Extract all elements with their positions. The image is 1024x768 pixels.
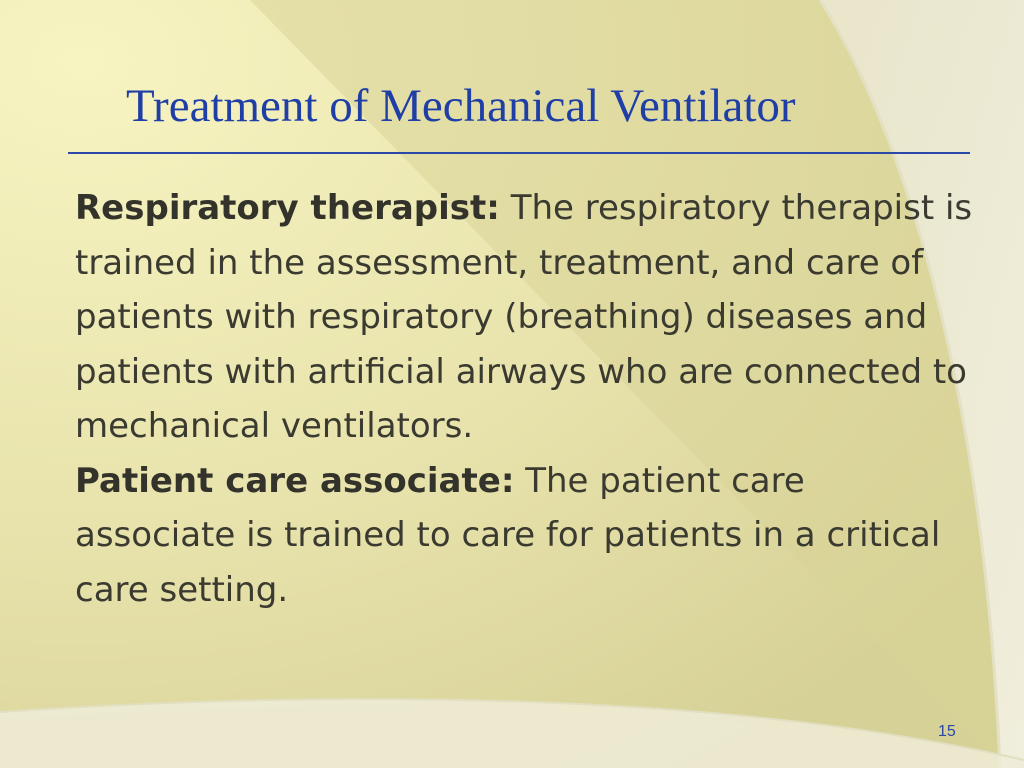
page-number: 15 xyxy=(938,723,956,740)
paragraph-respiratory-therapist xyxy=(75,181,975,454)
definition-respiratory-therapist: The respiratory therapist is trained in the assessment, treatment, and care of patients with respiratory (breathing) diseases and patients with artificial airways who are connected to mechanical ventilators. xyxy=(75,188,973,446)
slide-body xyxy=(75,181,975,617)
term-patient-care-associate: Patient care associate: xyxy=(75,460,515,501)
definition-patient-care-associate: The patient care associate is trained to care for patients in a critical care setting. xyxy=(75,460,941,610)
term-respiratory-therapist: Respiratory therapist: xyxy=(75,188,500,228)
slide-title: Treatment of Mechanical Ventilator xyxy=(126,80,796,132)
title-divider xyxy=(68,152,970,154)
paragraph-patient-care-associate xyxy=(75,454,975,618)
